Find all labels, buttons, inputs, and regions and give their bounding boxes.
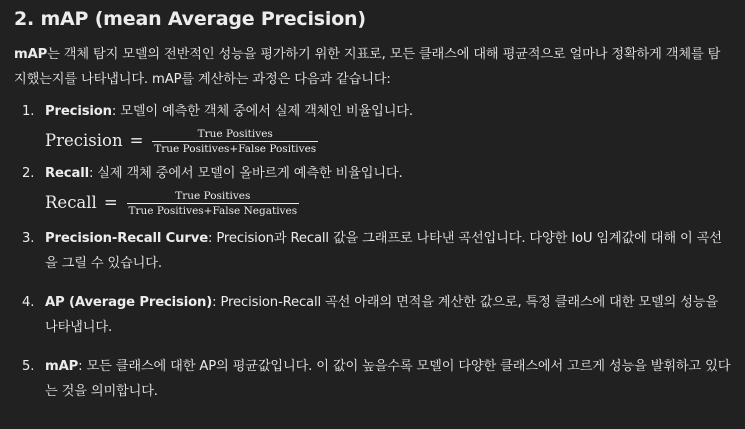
intro-paragraph bbox=[14, 43, 731, 92]
list-item-term: Precision bbox=[45, 104, 112, 119]
list-item-text bbox=[45, 162, 731, 187]
list-item-description: : 모델이 예측한 객체 중에서 실제 객체인 비율입니다. bbox=[111, 104, 413, 119]
section-heading: 2. mAP (mean Average Precision) bbox=[14, 8, 366, 30]
formula-numerator: True Positives bbox=[127, 190, 300, 204]
formula-lhs: Recall bbox=[45, 192, 97, 212]
list-item-text bbox=[45, 227, 731, 276]
list-item-description: : 모든 클래스에 대한 AP의 평균값입니다. 이 값이 높을수록 모델이 다양한 클래스에서 고르게 성능을 발휘하고 있다는 것을 의미합니다. bbox=[45, 359, 731, 399]
formula-equals: = bbox=[103, 192, 118, 212]
list-item-description: : Precision과 Recall 값을 그래프로 나타낸 곡선입니다. 다양한 IoU 임계값에 대해 이 곡선을 그릴 수 있습니다. bbox=[45, 231, 722, 271]
precision-formula bbox=[45, 124, 731, 160]
list-item-recall bbox=[14, 162, 731, 222]
list-item-text bbox=[45, 100, 731, 125]
intro-text: 는 객체 탐지 모델의 전반적인 성능을 평가하기 위한 지표로, 모든 클래스에 대해 평균적으로 얼마나 정확하게 객체를 탐지했는지를 나타냅니다. mAP를 계산하는 과정은 다음과 같습니다: bbox=[14, 47, 721, 87]
list-item-text bbox=[45, 291, 731, 340]
formula-equals: = bbox=[129, 131, 144, 151]
list-number: 3. bbox=[22, 231, 35, 246]
list-item-map bbox=[14, 355, 731, 404]
list-number: 5. bbox=[22, 359, 35, 374]
recall-formula bbox=[45, 185, 731, 221]
list-item-term: Precision-Recall Curve bbox=[45, 231, 208, 246]
list-item-precision bbox=[14, 100, 731, 160]
formula-lhs: Precision bbox=[45, 131, 123, 151]
formula-fraction bbox=[127, 190, 300, 217]
list-item-term: AP (Average Precision) bbox=[45, 295, 213, 310]
list-item-ap bbox=[14, 291, 731, 340]
formula-fraction bbox=[152, 128, 318, 155]
list-item-description: : 실제 객체 중에서 모델이 올바르게 예측한 비율입니다. bbox=[88, 165, 403, 181]
metric-list bbox=[14, 100, 731, 404]
formula-denominator: True Positives+False Negatives bbox=[128, 204, 298, 217]
list-number: 4. bbox=[22, 295, 35, 310]
formula-denominator: True Positives+False Positives bbox=[154, 143, 317, 155]
list-item-description: : Precision-Recall 곡선 아래의 면적을 계산한 값으로, 특정 클래스에 대한 모델의 성능을 나타냅니다. bbox=[45, 295, 718, 335]
formula-numerator: True Positives bbox=[152, 128, 318, 142]
list-item-text bbox=[45, 355, 731, 404]
list-item-pr-curve bbox=[14, 227, 731, 276]
list-item-term: mAP bbox=[45, 359, 79, 374]
list-item-term: Recall bbox=[45, 165, 89, 181]
intro-term: mAP bbox=[14, 47, 48, 62]
list-number: 2. bbox=[22, 165, 35, 181]
list-number: 1. bbox=[22, 104, 35, 119]
